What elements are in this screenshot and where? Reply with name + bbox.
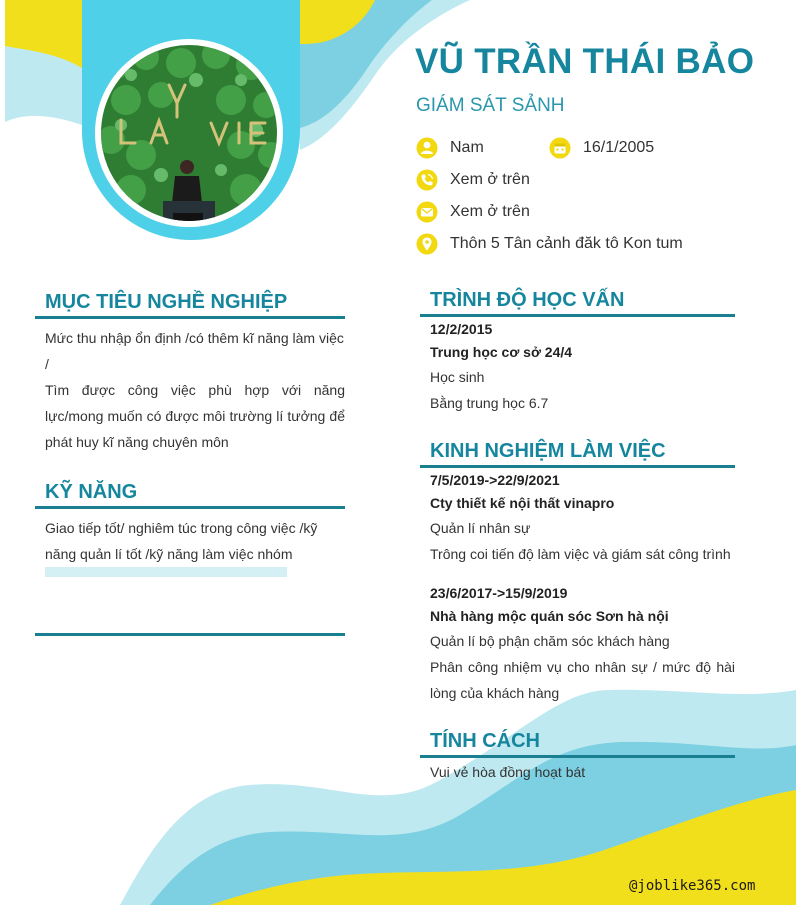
phone-value: Xem ở trên [450,171,530,188]
personality-text: Vui vẻ hòa đồng hoạt bát [430,764,586,780]
experience-date: 7/5/2019->22/9/2021 [430,472,560,488]
email-value: Xem ở trên [450,203,530,220]
experience-position: Quản lí nhân sự [430,520,531,536]
job-title: GIÁM SÁT SẢNH [416,95,565,116]
personality-divider [420,755,735,758]
experience-company: Cty thiết kế nội thất vinapro [430,495,615,511]
education-date: 12/2/2015 [430,321,493,337]
avatar [95,39,283,227]
gender-value: Nam [450,139,484,156]
career-goal-p1: Mức thu nhập ổn định /có thêm kĩ năng làm việc / [45,330,344,372]
skills-text: Giao tiếp tốt/ nghiêm túc trong công việc /kỹ năng quản lí tốt /kỹ năng làm việc nhóm [45,520,318,562]
address-info [416,233,683,255]
location-pin-icon [416,233,438,255]
birthdate-value: 16/1/2005 [583,139,655,156]
career-goal-p2: Tìm được công việc phù hợp với năng lực/mong muốn có được môi trường lí tưởng để phát huy kĩ năng chuyên môn [45,382,345,450]
education-divider [420,314,735,317]
experience-divider [420,465,735,468]
skills-divider [35,506,345,509]
skill-level-bar [45,567,287,577]
left-column-end-divider [35,633,345,636]
candidate-name: VŨ TRẦN THÁI BẢO [415,42,755,81]
skills-title: KỸ NĂNG [45,481,138,503]
site-watermark: @joblike365.com [629,878,756,894]
phone-info [416,169,530,191]
experience-company: Nhà hàng mộc quán sóc Sơn hà nội [430,608,669,624]
education-role: Học sinh [430,369,485,385]
education-school: Trung học cơ sở 24/4 [430,344,573,360]
experience-description: Phân công nhiệm vụ cho nhân sự / mức độ hài lòng của khách hàng [430,659,735,701]
email-info [416,201,530,223]
avatar-photo [101,45,277,221]
phone-icon [416,169,438,191]
experience-date: 23/6/2017->15/9/2019 [430,585,568,601]
birthdate-info [549,137,654,159]
education-detail: Bằng trung học 6.7 [430,395,549,411]
person-icon [416,137,438,159]
education-title: TRÌNH ĐỘ HỌC VẤN [430,289,625,311]
experience-position: Quản lí bộ phận chăm sóc khách hàng [430,633,670,649]
personality-title: TÍNH CÁCH [430,730,540,752]
career-goal-divider [35,316,345,319]
gender-info [416,137,484,159]
career-goal-title: MỤC TIÊU NGHỀ NGHIỆP [45,291,288,313]
experience-title: KINH NGHIỆM LÀM VIỆC [430,440,666,462]
mail-icon [416,201,438,223]
address-value: Thôn 5 Tân cảnh đăk tô Kon tum [450,235,683,252]
calendar-icon [549,137,571,159]
experience-description: Trông coi tiến độ làm việc và giám sát công trình [430,546,731,562]
